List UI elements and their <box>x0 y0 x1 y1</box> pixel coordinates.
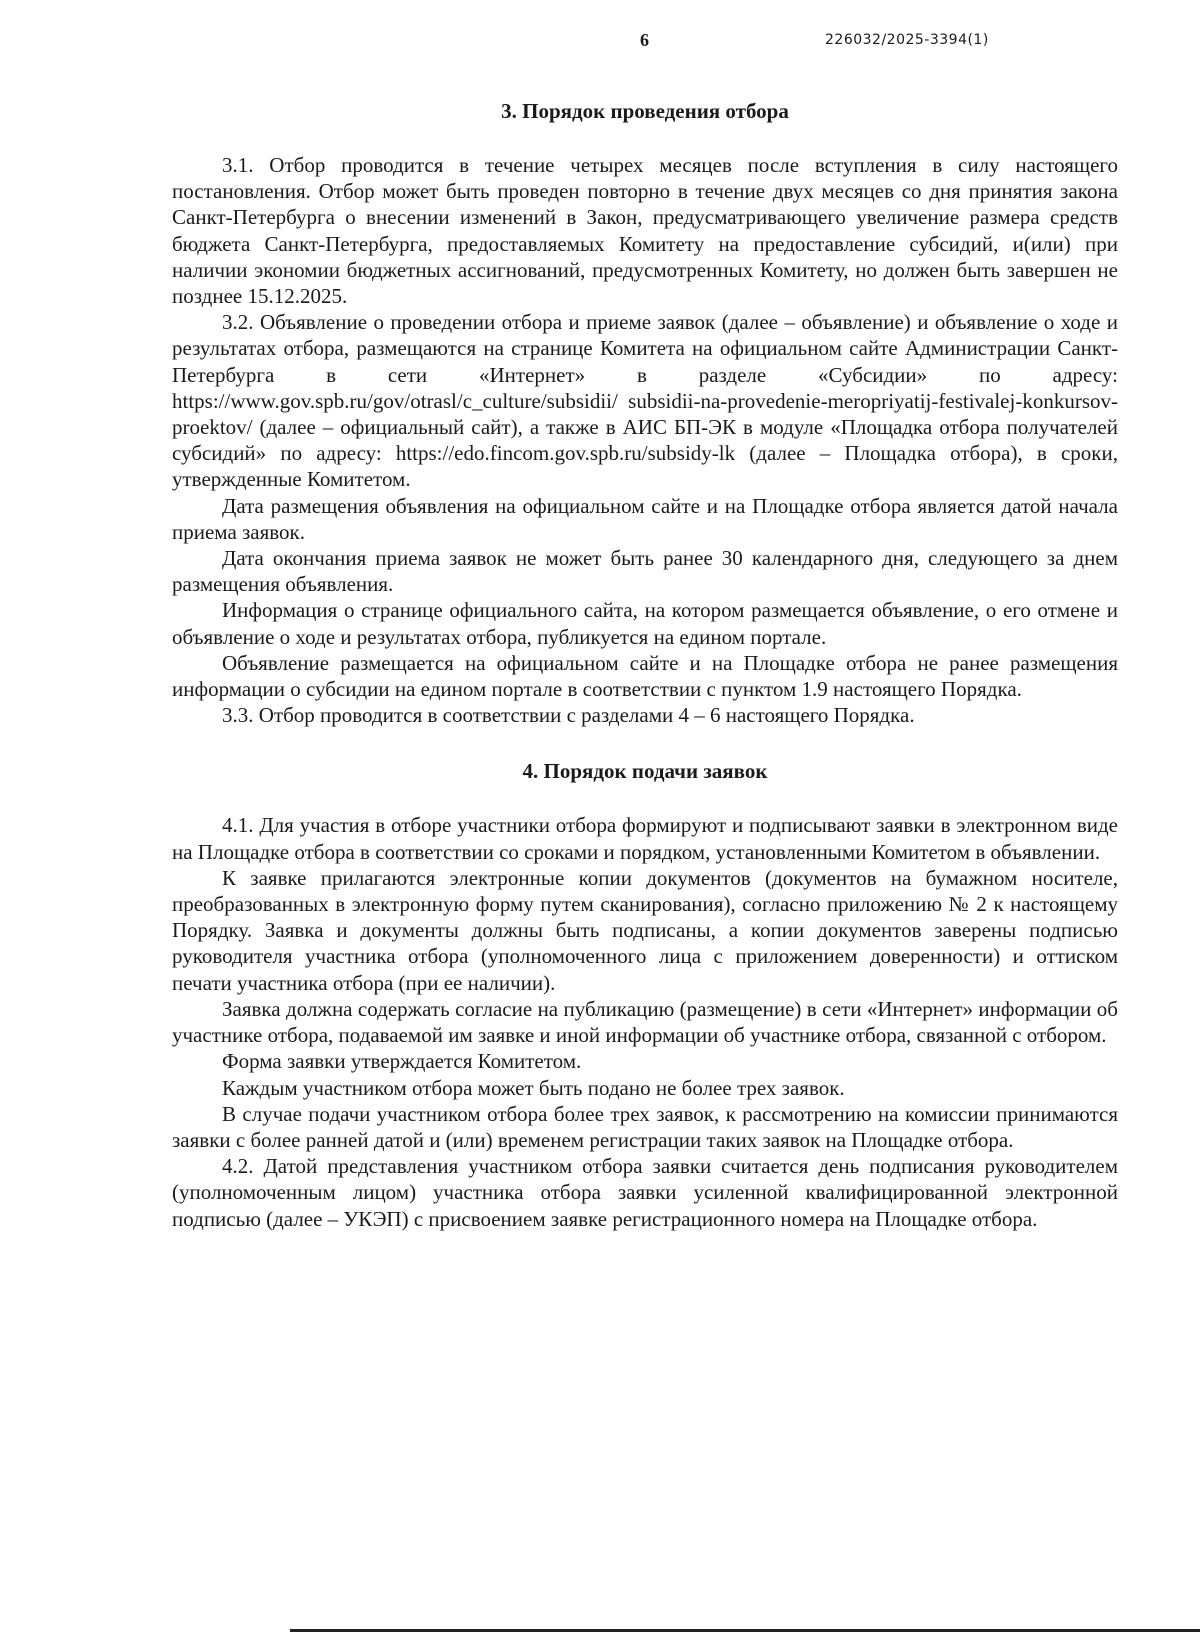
paragraph-3-2-placement: Объявление размещается на официальном сайте и на Площадке отбора не ранее размещения информации о субсидии на едином портале в соответствии с пунктом 1.9 настоящего Порядка. <box>172 650 1118 702</box>
paragraph-4-1-excess: В случае подачи участником отбора более трех заявок, к рассмотрению на комиссии принимаются заявки с более ранней датой и (или) временем регистрации таких заявок на Площадке отбора. <box>172 1101 1118 1152</box>
document-body <box>172 98 1118 1232</box>
paragraph-3-1: 3.1. Отбор проводится в течение четырех месяцев после вступления в силу настоящего постановления. Отбор может быть проведен повторно в течение двух месяцев со дня принятия закона Санкт-Петербурга о внесении изменений в Закон, предусматривающего увеличение размера средств бюджета Санкт-Петербурга, предоставляемых Комитету на предоставление субсидий, и(или) при наличии экономии бюджетных ассигнований, предусмотренных Комитету, но должен быть завершен не позднее 15.12.2025. <box>172 153 1118 309</box>
paragraph-3-2-start-date: Дата размещения объявления на официальном сайте и на Площадке отбора является датой начала приема заявок. <box>172 493 1118 544</box>
paragraph-3-2-end-date: Дата окончания приема заявок не может быть ранее 30 календарного дня, следующего за днем размещения объявления. <box>172 546 1118 597</box>
paragraph-3-3: 3.3. Отбор проводится в соответствии с разделами 4 – 6 настоящего Порядка. <box>222 703 915 728</box>
page-number: 6 <box>640 30 649 50</box>
paragraph-4-1: 4.1. Для участия в отборе участники отбора формируют и подписывают заявки в электронном виде на Площадке отбора в соответствии со сроками и порядком, установленными Комитетом в объявлении. <box>172 813 1118 864</box>
paragraph-3-2: 3.2. Объявление о проведении отбора и приеме заявок (далее – объявление) и объявление о ходе и результатах отбора, размещаются на странице Комитета на официальном сайте Администрации Санкт-Петербурга в сети «Интернет» в разделе «Субсидии» по адресу: https://www.gov.spb.ru/gov/otrasl/c_culture/subsidii/ subsidii-na-provedenie-meropriyatij-festivalej-konkursov-proektov/ (далее – официальный сайт), а также в АИС БП-ЭК в модуле «Площадка отбора получателей субсидий» по адресу: https://edo.fincom.gov.spb.ru/subsidy-lk (далее – Площадка отбора), в сроки, утвержденные Комитетом. <box>172 310 1118 492</box>
paragraph-4-1-form: Форма заявки утверждается Комитетом. <box>222 1049 582 1074</box>
section-4-heading: 4. Порядок подачи заявок <box>522 759 768 784</box>
paragraph-4-1-attachments: К заявке прилагаются электронные копии документов (документов на бумажном носителе, преобразованных в электронную форму путем сканирования), согласно приложению № 2 к настоящему Порядку. Заявка и документы должны быть подписаны, а копии документов заверены подписью руководителя участника отбора (уполномоченного лица с приложением доверенности) и оттиском печати участника отбора (при ее наличии). <box>172 865 1118 995</box>
bottom-scan-edge <box>290 1629 1200 1632</box>
paragraph-4-1-consent: Заявка должна содержать согласие на публикацию (размещение) в сети «Интернет» информации об участнике отбора, подаваемой им заявке и иной информации об участнике отбора, связанной с отбором. <box>172 996 1118 1048</box>
paragraph-4-2: 4.2. Датой представления участником отбора заявки считается день подписания руководителем (уполномоченным лицом) участника отбора заявки усиленной квалифицированной электронной подписью (далее – УКЭП) с присвоением заявке регистрационного номера на Площадке отбора. <box>172 1154 1118 1231</box>
paragraph-3-2-portal-info: Информация о странице официального сайта, на котором размещается объявление, о его отмене и объявление о ходе и результатах отбора, публикуется на едином портале. <box>172 598 1118 649</box>
document-id: 226032/2025-3394(1) <box>825 32 989 48</box>
section-3-heading: 3. Порядок проведения отбора <box>501 99 789 123</box>
paragraph-4-1-limit: Каждым участником отбора может быть подано не более трех заявок. <box>222 1075 845 1100</box>
